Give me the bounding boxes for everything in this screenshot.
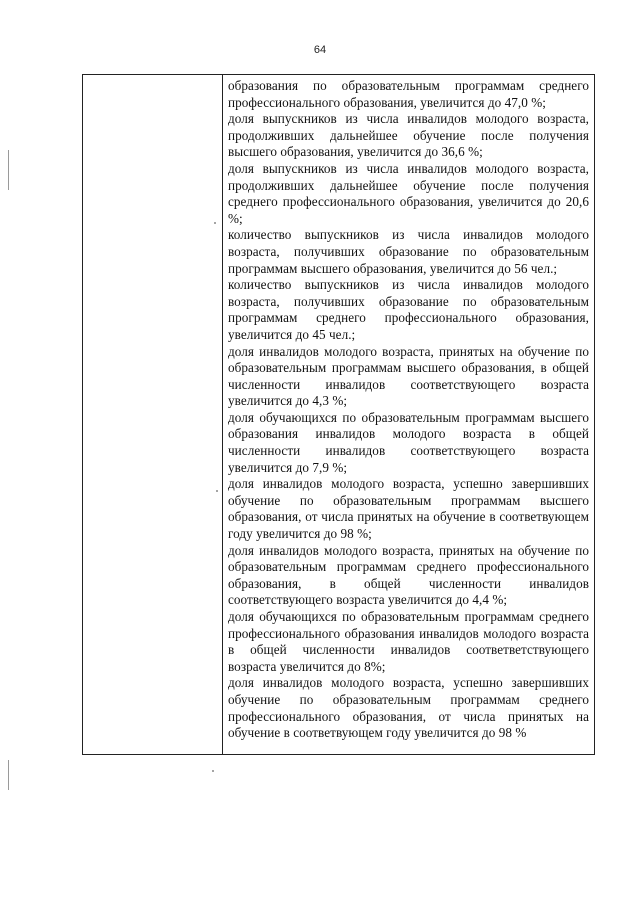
indicator-paragraph: доля инвалидов молодого возраста, принятых на обучение по образовательным программам высшего образования, в общей численности инвалидов соответствующего возраста увеличится до 4,3 %; xyxy=(228,343,589,409)
indicator-paragraph: доля выпускников из числа инвалидов молодого возраста, продолживших дальнейшее обучение после получения высшего образования, увеличится до 36,6 %; xyxy=(228,111,589,160)
indicator-paragraph: образования по образовательным программам среднего профессионального образования, увеличится до 47,0 %; xyxy=(228,78,589,110)
table-right-cell xyxy=(228,78,589,742)
indicator-paragraph: доля выпускников из числа инвалидов молодого возраста, продолживших дальнейшее обучение после получения среднего профессионального образования, увеличится до 20,6 %; xyxy=(228,160,589,226)
indicator-paragraph: доля инвалидов молодого возраста, успешно завершивших обучение по образовательным программам среднего профессионального образования, от числа принятых на обучение в соответвующем году увеличится до 98 % xyxy=(228,675,589,741)
scan-artifact xyxy=(8,760,9,790)
scan-artifact xyxy=(8,150,9,190)
indicator-paragraph: доля инвалидов молодого возраста, успешно завершивших обучение по образовательным программам высшего образования, от числа принятых на обучение в соответвующем году увеличится до 98 %; xyxy=(228,476,589,542)
scan-artifact xyxy=(212,770,214,772)
column-divider xyxy=(222,75,223,754)
scan-artifact xyxy=(216,490,218,492)
document-table xyxy=(82,74,595,755)
indicator-paragraph: доля обучающихся по образовательным программам среднего профессионального образования инвалидов молодого возраста в общей численности инвалидов соответветствующего возраста увеличится до 8%; xyxy=(228,609,589,674)
indicator-paragraph: количество выпускников из числа инвалидов молодого возраста, получивших образование по образовательным программам высшего образования, увеличится до 56 чел.; xyxy=(228,227,589,276)
indicator-paragraph: количество выпускников из числа инвалидов молодого возраста, получивших образование по образовательным программам среднего профессионального образования, увеличится до 45 чел.; xyxy=(228,277,589,342)
page-number: 64 xyxy=(313,44,327,56)
indicator-paragraph: доля инвалидов молодого возраста, принятых на обучение по образовательным программам среднего профессионального образования, в общей численности инвалидов соответствующего возраста увеличится до 4,4 %; xyxy=(228,542,589,608)
indicator-paragraph: доля обучающихся по образовательным программам высшего образования инвалидов молодого возраста в общей численности инвалидов соответствующего возраста увеличится до 7,9 %; xyxy=(228,409,589,475)
scan-artifact xyxy=(214,222,216,224)
table-left-cell xyxy=(83,75,222,754)
